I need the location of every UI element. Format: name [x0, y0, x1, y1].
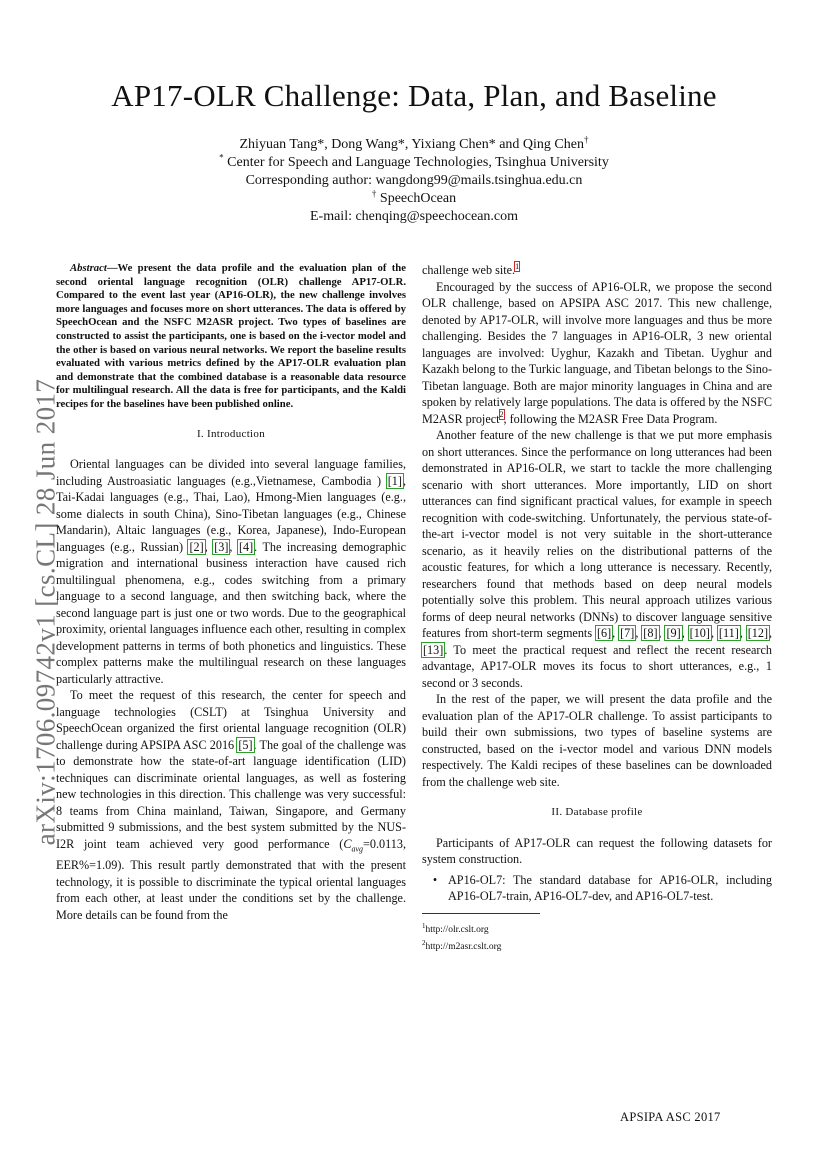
footnote-1: $^1$http://olr.cslt.org — [422, 921, 489, 935]
citation-link[interactable]: [11] — [718, 626, 739, 640]
cavg-symbol: $C_{avg}$ — [343, 836, 364, 853]
corresponding-author: Corresponding author: wangdong99@mails.tsinghua.edu.cn — [245, 173, 583, 188]
citation-link[interactable]: [6] — [596, 626, 612, 640]
paper-title: AP17-OLR Challenge: Data, Plan, and Baseline — [111, 78, 717, 113]
left-column — [56, 262, 406, 923]
intro-paragraph-2: To meet the request of this research, the center for speech and language technologies (CSLT) at Tsinghua University and SpeechOcean organized the first oriental language recognition (OLR) challenge during APSIPA ASC 2016 [5]. The goal of the challenge was to demonstrate how the state-of-art language identification (LID) techniques can discriminate oriental languages, as well as fostering new technologies in this direction. This challenge was very successful: 8 teams from China mainland, Taiwan, Singapore, and Germany submitted 9 submissions, and the best system submitted by the NUS-I2R joint team achieved very good performance ($C_{avg}=0.0113$, EER%=1.09). This result partly demonstrated that with the present technology, it is possible to discriminate the typical oriental languages from each other, at least under the conditions set by the challenge. More details can be found from the — [56, 688, 406, 922]
citation-link[interactable]: [4] — [238, 539, 254, 554]
section-heading-introduction: I. Introduction — [196, 427, 266, 440]
author-names: Zhiyuan Tang*, Dong Wang*, Yixiang Chen* and Qing Chen† — [239, 134, 589, 152]
contact-email: E-mail: chenqing@speechocean.com — [309, 209, 519, 224]
footnote-divider — [422, 913, 540, 914]
right-paragraph-4: Participants of AP17-OLR can request the following datasets for system construction. — [422, 835, 772, 866]
right-paragraph-0: challenge web site.$^1$ — [422, 261, 520, 277]
right-paragraph-2: Another feature of the new challenge is that we put more emphasis on short utterances. Since the performance on long utterances had been demonstrated in AP16-OLR, we start to tackle the more challenging scenario with short utterances. More importantly, LID on short utterances can find significant practical values, for example in speech recognition with code-switching. Unfortunately, the pervious state-of-the-art i-vector model is not very suitable in the short-utterance scenario, as it heavily relies on the distributional patterns of the acoustic features, for which a long utterance is necessary. Recently, researchers found that methods based on deep neural models potentially solve this problem. This neural approach utilizes various forms of deep neural networks (DNNs) to discover language sensitive features from short-term segments [6], [7], [8], [9], [10], [11], [12], [13]. To meet the practical request and reflect the recent research advantage, AP17-OLR moves its focus to short utterances, e.g., 1 second or 3 seconds. — [422, 428, 773, 690]
footnote-url[interactable]: http://m2asr.cslt.org — [425, 941, 502, 952]
page-footer: APSIPA ASC 2017 — [620, 1110, 721, 1124]
citation-link[interactable]: [7] — [620, 626, 635, 640]
citation-link[interactable]: [8] — [643, 626, 658, 640]
affiliation-1: * Center for Speech and Language Technologies, Tsinghua University — [219, 152, 609, 170]
right-paragraph-1: Encouraged by the success of AP16-OLR, we propose the second OLR challenge, based on APSIPA ASC 2017. This new challenge, denoted by AP17-OLR, will involve more languages and thus be more challenging. Besides the 7 languages in AP16-OLR, 3 new oriental languages are involved: Uyghur, Kazakh and Tibetan. Uyghur and Kazakh belong to the Turkic language, and Tibetan belongs to the Sino-Tibetan language. Both are major minority languages in China and are spoken by relatively large populations. The data is offered by the NSFC M2ASR project$^2$, following the M2ASR Free Data Program. — [422, 279, 773, 426]
footnote-2: $^2$http://m2asr.cslt.org — [422, 938, 502, 952]
affiliation-2: † SpeechOcean — [371, 188, 457, 206]
author-block — [0, 136, 828, 226]
citation-link[interactable]: [9] — [666, 626, 681, 640]
citation-link[interactable]: [10] — [689, 626, 710, 640]
citation-link[interactable]: [3] — [214, 539, 229, 554]
footnote-url[interactable]: http://olr.cslt.org — [425, 924, 489, 935]
bullet-icon: • — [432, 872, 438, 887]
right-paragraph-3: In the rest of the paper, we will present the data profile and the evaluation plan of the AP17-OLR challenge. To assist participants to build their own submissions, two types of baseline systems are constructed, based on the i-vector model and various DNN models respectively. The Kaldi recipes of these baselines can be downloaded from the challenge web site. — [422, 692, 772, 789]
citation-link[interactable]: [13] — [423, 642, 444, 657]
arxiv-stamp: arXiv:1706.09742v1 [cs.CL] 28 Jun 2017 — [30, 378, 61, 846]
footnote-link[interactable]: 1 — [515, 261, 520, 271]
section-heading-database: II. Database profile — [551, 806, 643, 818]
citation-link[interactable]: [5] — [238, 737, 253, 752]
citation-link[interactable]: [1] — [387, 473, 402, 488]
right-column — [422, 262, 772, 954]
abstract: Abstract—We present the data profile and the evaluation plan of the second oriental language recognition (OLR) challenge AP17-OLR. Compared to the event last year (AP16-OLR), the new challenge involves more languages and focuses more on short utterances. The data is offered by SpeechOcean and the NSFC M2ASR project. Two types of baselines are constructed to assist the participants, one is based on the i-vector model and the other is based on various neural networks. We report the baseline results evaluated with various metrics defined by the AP17-OLR evaluation plan and demonstrate that the combined database is a reasonable data resource for multilingual research. All the data is free for participants, and the Kaldi recipes for the baselines have been published online. — [56, 262, 406, 410]
list-item: • AP16-OL7: The standard database for AP16-OLR, including AP16-OL7-train, AP16-OL7-dev, and AP16-OL7-test. — [422, 872, 772, 905]
footnote-link[interactable]: 2 — [499, 410, 504, 420]
citation-link[interactable]: [2] — [189, 539, 204, 554]
intro-paragraph-1: Oriental languages can be divided into several language families, including Austroasiatic languages (e.g.,Vietnamese, Cambodia ) [1], Tai-Kadai languages (e.g., Thai, Lao), Hmong-Mien languages (e.g., some dialects in south China), Sino-Tibetan languages (e.g., Chinese Mandarin), Altaic languages (e.g., Korea, Japanese), Indo-European languages (e.g., Russian) [2], [3], [4]. The increasing demographic migration and international business interaction have caused rich multilingual phenomena, e.g., codes switching from a primary language to a second language, and then switching back, where the second language part is just one or two words. Due to the geographical proximity, oriental languages influence each other, resulting in complex development patterns in terms of both phonetics and linguistics. These complex patterns make the multilingual research on these languages particularly attractive. — [56, 457, 407, 686]
citation-link[interactable]: [12] — [747, 626, 769, 640]
